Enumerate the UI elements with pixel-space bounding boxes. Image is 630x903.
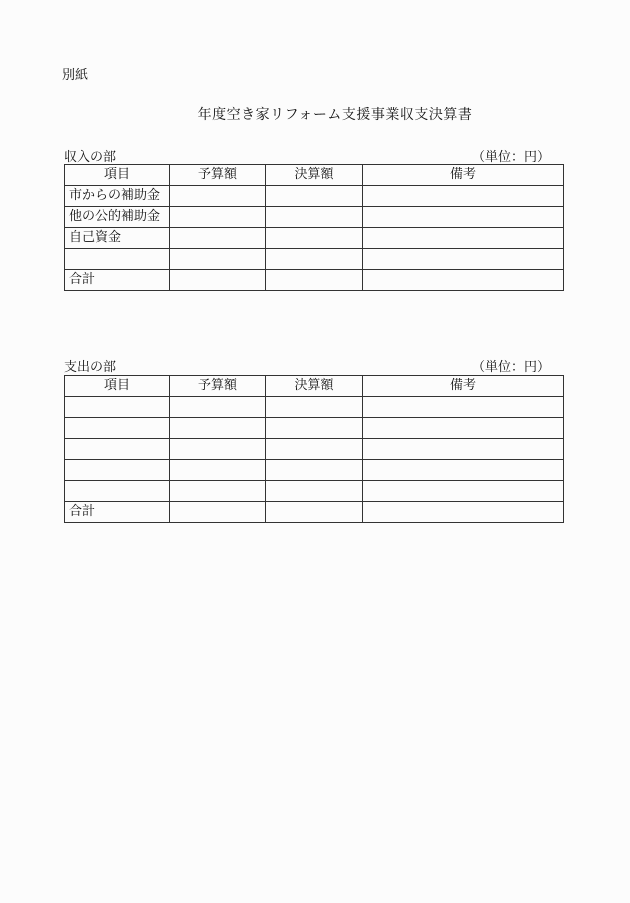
- settlement-cell[interactable]: [266, 460, 363, 481]
- total-row: [65, 502, 564, 523]
- settlement-cell[interactable]: [266, 207, 363, 228]
- expense-heading: 支出の部: [64, 360, 117, 375]
- settlement-total-cell[interactable]: [266, 502, 363, 523]
- row-label[interactable]: [65, 249, 170, 270]
- row-label: 自己資金: [65, 228, 170, 249]
- row-label: 市からの補助金: [65, 186, 170, 207]
- column-header-budget: 予算額: [170, 165, 266, 186]
- remarks-cell[interactable]: [363, 228, 564, 249]
- remarks-cell[interactable]: [363, 481, 564, 502]
- budget-cell[interactable]: [170, 186, 266, 207]
- table-row: [65, 207, 564, 228]
- table-row: [65, 397, 564, 418]
- budget-cell[interactable]: [170, 207, 266, 228]
- income-table: [64, 164, 564, 291]
- row-label[interactable]: [65, 460, 170, 481]
- expense-unit-label: （単位：円）: [471, 360, 550, 375]
- remarks-cell[interactable]: [363, 249, 564, 270]
- column-header-budget: 予算額: [170, 376, 266, 397]
- remarks-cell[interactable]: [363, 397, 564, 418]
- budget-cell[interactable]: [170, 397, 266, 418]
- row-label: 他の公的補助金: [65, 207, 170, 228]
- column-header-item: 項目: [65, 376, 170, 397]
- budget-cell[interactable]: [170, 418, 266, 439]
- table-row: [65, 481, 564, 502]
- attachment-label: 別紙: [62, 68, 89, 83]
- settlement-total-cell[interactable]: [266, 270, 363, 291]
- remarks-cell[interactable]: [363, 439, 564, 460]
- document-title: 年度空き家リフォーム支援事業収支決算書: [197, 107, 473, 123]
- settlement-cell[interactable]: [266, 186, 363, 207]
- income-header-row: [65, 165, 564, 186]
- row-label[interactable]: [65, 397, 170, 418]
- remarks-cell[interactable]: [363, 207, 564, 228]
- total-label: 合計: [65, 502, 170, 523]
- budget-cell[interactable]: [170, 481, 266, 502]
- table-row: [65, 439, 564, 460]
- budget-total-cell[interactable]: [170, 502, 266, 523]
- table-row: [65, 249, 564, 270]
- budget-total-cell[interactable]: [170, 270, 266, 291]
- settlement-cell[interactable]: [266, 397, 363, 418]
- column-header-settlement: 決算額: [266, 165, 363, 186]
- table-row: [65, 186, 564, 207]
- expense-section-header: [64, 356, 550, 375]
- remarks-cell[interactable]: [363, 186, 564, 207]
- column-header-remarks: 備考: [363, 165, 564, 186]
- table-row: [65, 228, 564, 249]
- row-label[interactable]: [65, 418, 170, 439]
- remarks-cell[interactable]: [363, 460, 564, 481]
- table-row: [65, 460, 564, 481]
- column-header-remarks: 備考: [363, 376, 564, 397]
- remarks-cell[interactable]: [363, 502, 564, 523]
- row-label[interactable]: [65, 439, 170, 460]
- budget-cell[interactable]: [170, 228, 266, 249]
- column-header-item: 項目: [65, 165, 170, 186]
- remarks-cell[interactable]: [363, 270, 564, 291]
- total-row: [65, 270, 564, 291]
- settlement-cell[interactable]: [266, 418, 363, 439]
- settlement-cell[interactable]: [266, 439, 363, 460]
- table-row: [65, 418, 564, 439]
- total-label: 合計: [65, 270, 170, 291]
- remarks-cell[interactable]: [363, 418, 564, 439]
- row-label[interactable]: [65, 481, 170, 502]
- settlement-cell[interactable]: [266, 481, 363, 502]
- budget-cell[interactable]: [170, 439, 266, 460]
- settlement-cell[interactable]: [266, 249, 363, 270]
- column-header-settlement: 決算額: [266, 376, 363, 397]
- budget-cell[interactable]: [170, 460, 266, 481]
- expense-table: [64, 375, 564, 523]
- budget-cell[interactable]: [170, 249, 266, 270]
- income-unit-label: （単位：円）: [471, 150, 550, 165]
- income-heading: 収入の部: [64, 150, 117, 165]
- income-section-header: [64, 146, 550, 165]
- settlement-cell[interactable]: [266, 228, 363, 249]
- expense-header-row: [65, 376, 564, 397]
